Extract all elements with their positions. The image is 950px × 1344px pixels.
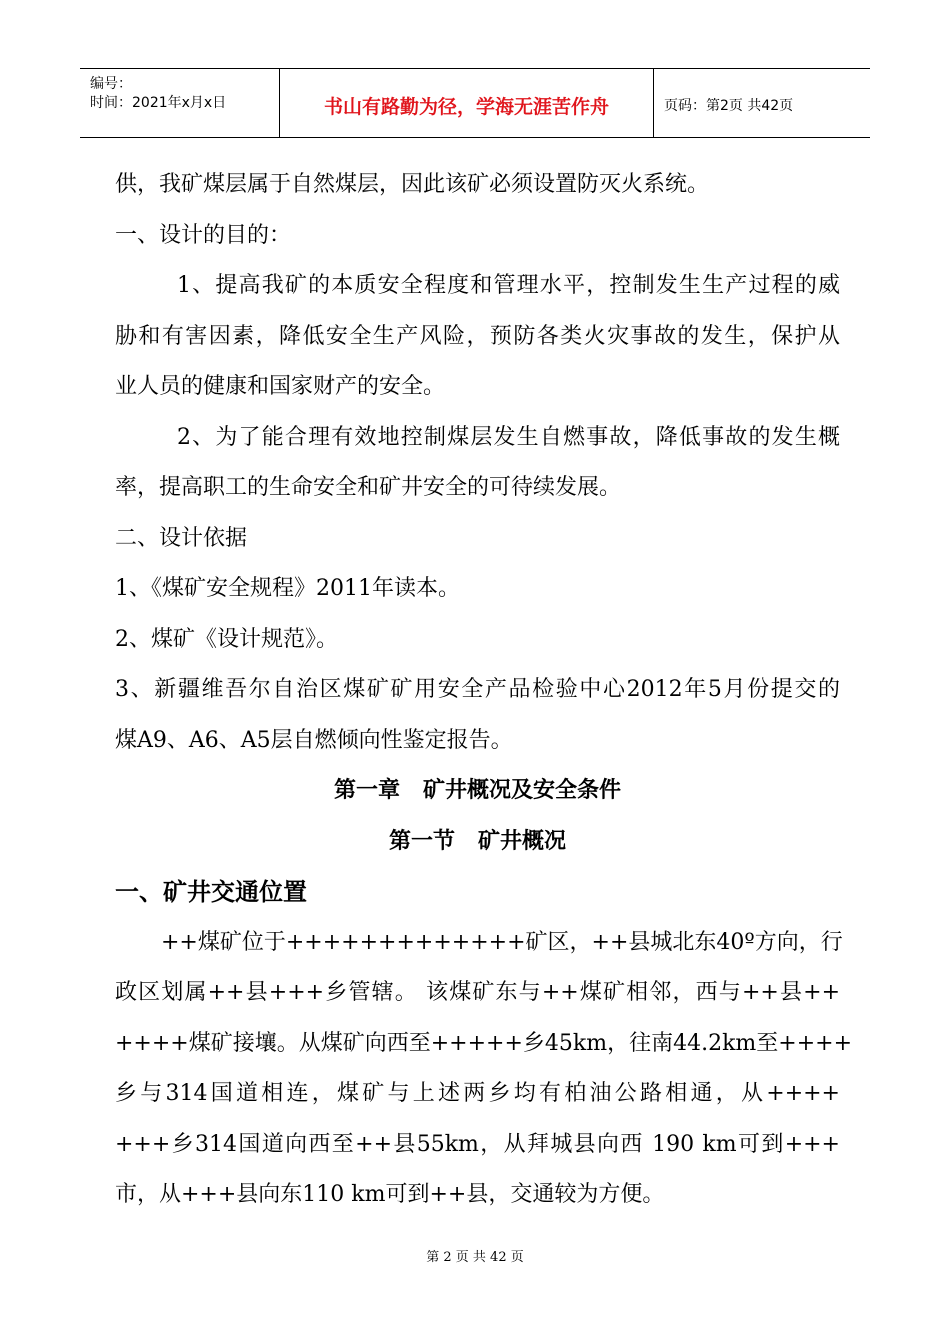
- document-time-label: 时间：2021年x月x日: [90, 95, 227, 111]
- body-line: 供，我矿煤层属于自然煤层，因此该矿必须设置防灭火系统。: [115, 172, 710, 197]
- paragraph-line: ++煤矿位于+++++++++++++矿区，++县城北东40º方向，行: [161, 929, 843, 955]
- body-line: 率，提高职工的生命安全和矿井安全的可待续发展。: [115, 475, 622, 500]
- body-line: 煤A9、A6、A5层自燃倾向性鉴定报告。: [115, 727, 513, 753]
- subsection-title: 一、矿井交通位置: [115, 878, 307, 906]
- document-number-label: 编号：: [90, 76, 132, 92]
- paragraph-line: 乡与314国道相连，煤矿与上述两乡均有柏油公路相通，从++++: [115, 1081, 840, 1106]
- header-left-cell: [80, 69, 280, 137]
- document-body: [115, 160, 853, 1221]
- body-line: 2、煤矿《设计规范》。: [115, 626, 338, 652]
- body-line: 1、提高我矿的本质安全程度和管理水平，控制发生生产过程的威: [177, 273, 840, 298]
- section-title: 第一节 矿井概况: [389, 828, 566, 854]
- body-line: 1、《煤矿安全规程》2011年读本。: [115, 576, 460, 601]
- paragraph-line: +++乡314国道向西至++县55km，从拜城县向西 190 km可到+++: [115, 1131, 840, 1157]
- header-table: [80, 68, 870, 138]
- body-line: 2、为了能合理有效地控制煤层发生自燃事故，降低事故的发生概: [177, 424, 840, 450]
- header-motto: 书山有路勤为径，学海无涯苦作舟: [280, 69, 654, 137]
- heading-design-basis: 二、设计依据: [115, 525, 248, 551]
- header-page-info: 页码：第2页 共42页: [664, 98, 794, 114]
- body-line: 3、新疆维吾尔自治区煤矿矿用安全产品检验中心2012年5月份提交的: [115, 677, 840, 702]
- heading-design-purpose: 一、设计的目的：: [115, 222, 292, 248]
- page-footer: 第 2 页 共 42 页: [426, 1250, 524, 1265]
- paragraph-line: 政区划属++县+++乡管辖。 该煤矿东与++煤矿相邻，西与++县++: [115, 980, 840, 1005]
- body-line: 胁和有害因素，降低安全生产风险，预防各类火灾事故的发生，保护从: [115, 323, 840, 349]
- body-line: 业人员的健康和国家财产的安全。: [115, 374, 446, 399]
- chapter-title: 第一章 矿井概况及安全条件: [334, 778, 621, 803]
- paragraph-line: ++++煤矿接壤。从煤矿向西至+++++乡45km，往南44.2km至++++: [115, 1030, 853, 1056]
- paragraph-line: 市，从+++县向东110 km可到++县，交通较为方便。: [115, 1182, 665, 1207]
